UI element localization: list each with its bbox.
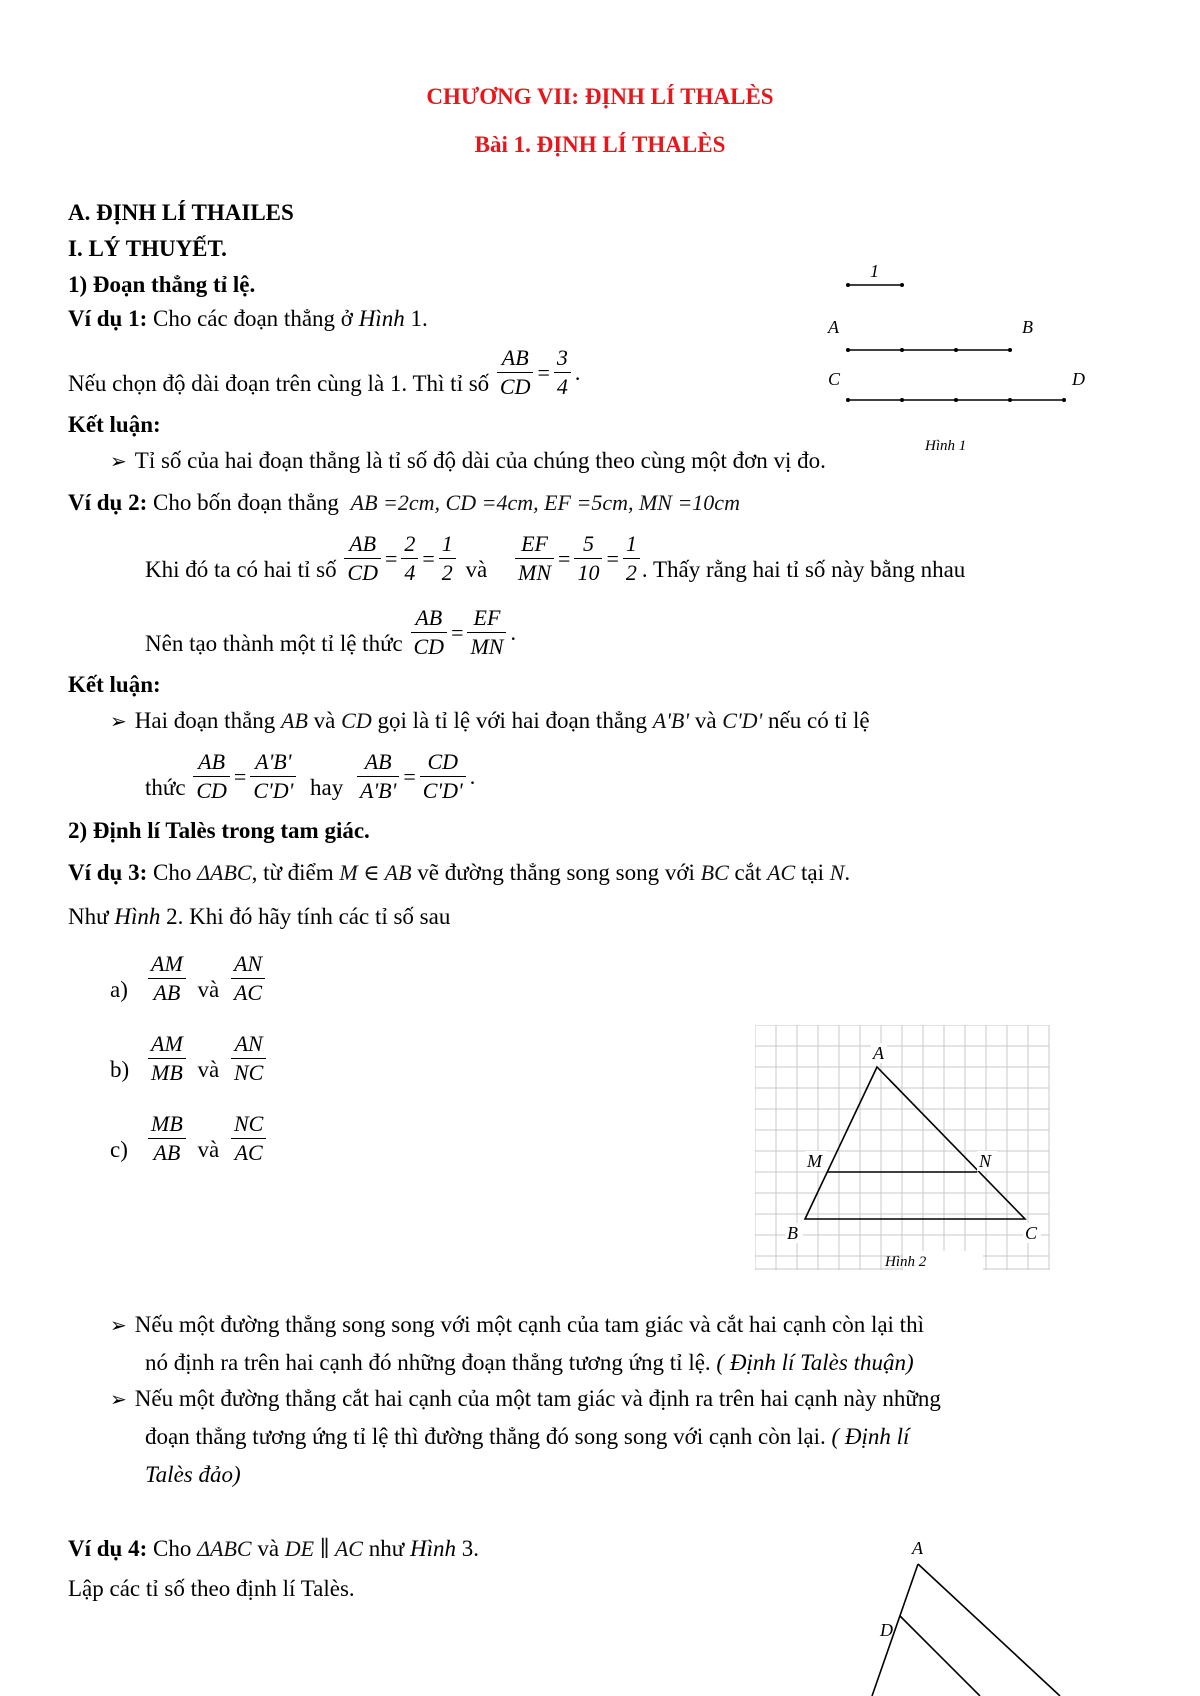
frac-den: CD xyxy=(347,560,378,585)
frac xyxy=(574,530,602,587)
frac xyxy=(467,604,506,661)
theorem-converse-line1 xyxy=(110,1386,941,1412)
theory-heading: I. LÝ THUYẾT. xyxy=(68,236,227,261)
math-bc: BC xyxy=(700,860,729,885)
conclusion2-text3: nếu có tỉ lệ xyxy=(768,708,870,733)
math-ab: AB xyxy=(281,708,308,733)
theorem-converse-name-b: Talès đảo) xyxy=(145,1462,241,1487)
conclusion1-bullet xyxy=(110,448,826,474)
frac-den: A'B' xyxy=(360,778,397,803)
frac-num: AB xyxy=(344,530,381,559)
conclusion2-line1 xyxy=(110,708,870,734)
frac-num: NC xyxy=(231,1110,266,1139)
item-label: b) xyxy=(110,1057,130,1082)
example4-and: và xyxy=(257,1536,280,1561)
example2-line3: Nên tạo thành một tỉ lệ thức $\frac{AB}{CD}$ = $\frac{EF}{MN}$ . xyxy=(145,605,516,659)
frac-den: 2 xyxy=(625,560,637,585)
example2-line2: Khi đó ta có hai tỉ số $\frac{AB}{CD}$ = $\frac{2}{4}$ = $\frac{1}{2}$ và $\frac{EF}{MN}$ = $\frac{5}{10}$ = $\frac{1}{2}$ . Thấy rằng hai tỉ số này bằng nhau xyxy=(145,531,966,585)
figure-3 xyxy=(860,1530,1100,1696)
frac xyxy=(231,1030,266,1087)
fig2-label-m: M xyxy=(807,1151,822,1171)
frac xyxy=(401,530,418,587)
frac-num: MB xyxy=(148,1110,186,1139)
math-n: N xyxy=(829,860,845,885)
math-cd: CD xyxy=(341,708,372,733)
fig1-caption: Hình 1 xyxy=(925,438,967,454)
frac xyxy=(439,530,456,587)
example3-item-c xyxy=(110,1110,268,1167)
frac xyxy=(344,530,381,587)
frac-num: AM xyxy=(148,950,186,979)
example1-label: Ví dụ 1: xyxy=(68,306,148,331)
example1-unit: 1 xyxy=(389,371,402,396)
frac-den: AC xyxy=(234,1140,263,1165)
theorem-direct-line2 xyxy=(145,1350,914,1376)
frac-den: 10 xyxy=(577,560,600,585)
figure-2 xyxy=(755,1025,1050,1270)
fig2-label-a: A xyxy=(873,1043,884,1063)
segment-de-partial xyxy=(900,1616,980,1696)
section-a-heading: A. ĐỊNH LÍ THAILES xyxy=(68,200,294,225)
frac-num: AB xyxy=(193,748,230,777)
frac xyxy=(515,530,554,587)
example3-cho: Cho xyxy=(153,860,192,885)
arrow-bullet-icon: ➢ xyxy=(110,711,127,733)
example1-text: Cho các đoạn thẳng ở xyxy=(153,306,353,331)
example3-label: Ví dụ 3: xyxy=(68,860,148,885)
frac xyxy=(231,1110,266,1167)
conclusion2-text2: gọi là tỉ lệ với hai đoạn thẳng xyxy=(377,708,648,733)
example4-fig-ref: Hình xyxy=(409,1536,456,1561)
frac-den: MN xyxy=(518,560,552,585)
math-m-in-ab: M ∈ AB xyxy=(339,860,412,885)
frac xyxy=(623,530,640,587)
fig2-caption: Hình 2 xyxy=(885,1254,927,1270)
theorem-direct-line1 xyxy=(110,1312,924,1338)
frac xyxy=(193,748,230,805)
frac-num: 1 xyxy=(439,530,456,559)
example1-text3: . Thì tỉ số xyxy=(401,371,490,396)
example4-line1: Ví dụ 4: Cho ΔABC và DE ∥ AC như Hình 3. xyxy=(68,1536,479,1561)
theorem-direct-name: ( Định lí Talès thuận) xyxy=(716,1350,914,1375)
example1-value xyxy=(554,344,571,401)
frac-num: AM xyxy=(148,1030,186,1059)
item-label: a) xyxy=(110,977,128,1002)
frac-den: C'D' xyxy=(253,778,294,803)
conclusion2-text1: Hai đoạn thẳng xyxy=(134,708,276,733)
fig2-label-b: B xyxy=(787,1223,798,1243)
frac-den: AB xyxy=(153,1140,181,1165)
frac-num: AN xyxy=(231,950,265,979)
part2-heading: 2) Định lí Talès trong tam giác. xyxy=(68,818,370,843)
fig2-label-n: N xyxy=(979,1151,992,1171)
example2-lengths: AB =2cm, CD =4cm, EF =5cm, MN =10cm xyxy=(350,490,740,515)
item-and: và xyxy=(197,1137,220,1162)
example4-fig-num: 3 xyxy=(461,1536,474,1561)
figure-1 xyxy=(810,255,1100,465)
conclusion2-label: Kết luận: xyxy=(68,672,161,697)
frac-den: AB xyxy=(153,980,181,1005)
frac-num: 5 xyxy=(574,530,602,559)
math-ac: AC xyxy=(767,860,796,885)
item-and: và xyxy=(197,1057,220,1082)
example3-text4: tại xyxy=(800,860,824,885)
chapter-title: CHƯƠNG VII: ĐỊNH LÍ THALÈS xyxy=(426,84,774,109)
frac-num: 1 xyxy=(623,530,640,559)
fig1-label-c: C xyxy=(828,369,841,389)
math-apbp: A'B' xyxy=(652,708,690,733)
conclusion1-label: Kết luận: xyxy=(68,412,161,437)
frac-num: EF xyxy=(467,604,506,633)
frac-den: 4 xyxy=(404,560,416,585)
example3-text2: vẽ đường thẳng song song với xyxy=(417,860,695,885)
frac-den: NC xyxy=(233,1060,264,1085)
frac-num: EF xyxy=(515,530,554,559)
conclusion2-and: và xyxy=(694,708,717,733)
frac-den: 4 xyxy=(556,374,568,399)
example3-line1: Ví dụ 3: Cho ΔABC, từ điểm M ∈ AB vẽ đường thẳng song song với BC cắt AC tại N. xyxy=(68,860,851,885)
frac-den: MN xyxy=(470,634,504,659)
example3-item-a xyxy=(110,950,267,1007)
frac-num: AB xyxy=(357,748,399,777)
part1-heading: 1) Đoạn thẳng tỉ lệ. xyxy=(68,272,256,297)
example3-nhu: Như xyxy=(68,904,109,929)
example1-text2: Nếu chọn độ dài đoạn trên cùng là xyxy=(68,371,385,396)
fig2-label-c: C xyxy=(1025,1223,1038,1243)
frac xyxy=(250,748,296,805)
fig1-label-d: D xyxy=(1072,369,1085,389)
frac xyxy=(420,748,466,805)
frac-den: CD xyxy=(196,778,227,803)
example3-fig-num: 2 xyxy=(166,904,178,929)
frac-num: AB xyxy=(411,604,448,633)
example2-and: và xyxy=(465,557,488,582)
example4-line2: Lập các tỉ số theo định lí Talès. xyxy=(68,1576,355,1601)
example3-item-b xyxy=(110,1030,268,1087)
example4-nhu: như xyxy=(368,1536,405,1561)
math-triangle: ΔABC xyxy=(197,1536,252,1561)
frac xyxy=(357,748,399,805)
frac-den: CD xyxy=(499,374,531,399)
example3-text3: cắt xyxy=(734,860,762,885)
theorem-direct-text2: nó định ra trên hai cạnh đó những đoạn thẳng tương ứng tỉ lệ. xyxy=(145,1350,711,1375)
example3-text1: , từ điểm xyxy=(251,860,334,885)
example1-line1: Ví dụ 1: Cho các đoạn thẳng ở Hình 1. xyxy=(68,306,428,331)
theorem-converse-line2 xyxy=(145,1424,909,1450)
example4-label: Ví dụ 4: xyxy=(68,1536,148,1561)
conclusion2-hay: hay xyxy=(310,775,344,800)
frac-num: 2 xyxy=(401,530,418,559)
theorem-converse-name-a: ( Định lí xyxy=(831,1424,910,1449)
frac xyxy=(148,1030,186,1087)
frac-num: A'B' xyxy=(250,748,296,777)
example1-fig-ref: Hình xyxy=(358,306,405,331)
fig3-label-d: D xyxy=(880,1620,893,1640)
segment-ab-partial xyxy=(872,1564,918,1696)
theorem-direct-text1: Nếu một đường thẳng song song với một cạnh của tam giác và cắt hai cạnh còn lại thì xyxy=(134,1312,924,1337)
frac-num: AB xyxy=(497,344,534,373)
frac-den: C'D' xyxy=(422,778,463,803)
math-triangle: ΔABC xyxy=(197,860,252,885)
arrow-bullet-icon: ➢ xyxy=(110,451,127,473)
triangle-abc xyxy=(805,1067,1025,1219)
frac xyxy=(148,950,186,1007)
theorem-converse-text1: Nếu một đường thẳng cắt hai cạnh của một tam giác và định ra trên hai cạnh này những xyxy=(134,1386,941,1411)
frac-num: CD xyxy=(420,748,466,777)
example2-text4: Nên tạo thành một tỉ lệ thức xyxy=(145,631,403,656)
frac xyxy=(411,604,448,661)
arrow-bullet-icon: ➢ xyxy=(110,1315,127,1337)
arrow-bullet-icon: ➢ xyxy=(110,1389,127,1411)
lesson-title: Bài 1. ĐỊNH LÍ THALÈS xyxy=(474,132,726,157)
conclusion2-thuc: thức xyxy=(145,775,186,800)
theorem-converse-text2: đoạn thẳng tương ứng tỉ lệ thì đường thẳng đó song song với cạnh còn lại. xyxy=(145,1424,826,1449)
item-label: c) xyxy=(110,1137,128,1162)
frac xyxy=(231,950,265,1007)
example1-ratio xyxy=(497,344,534,401)
example3-line2: Như Hình 2. Khi đó hãy tính các tỉ số sau xyxy=(68,904,451,929)
example2-text3: . Thấy rằng hai tỉ số này bằng nhau xyxy=(641,557,966,582)
example2-label: Ví dụ 2: xyxy=(68,490,148,515)
item-and: và xyxy=(197,977,220,1002)
example2-line1 xyxy=(68,490,740,516)
frac-den: 2 xyxy=(441,560,453,585)
fig1-unit-label: 1 xyxy=(870,261,879,281)
fig3-label-a: A xyxy=(912,1538,923,1558)
fig1-label-b: B xyxy=(1022,317,1033,337)
conclusion1-text: Tỉ số của hai đoạn thẳng là tỉ số độ dài của chúng theo cùng một đơn vị đo. xyxy=(134,448,826,473)
example3-text5: Khi đó hãy tính các tỉ số sau xyxy=(189,904,451,929)
conclusion2-line2: thức $\frac{AB}{CD}$ = $\frac{A'B'}{C'D'}$ hay $\frac{AB}{A'B'}$ = $\frac{CD}{C'D'}$ . xyxy=(145,749,476,803)
fig1-label-a: A xyxy=(828,317,839,337)
example2-text: Cho bốn đoạn thẳng xyxy=(153,490,339,515)
math-cpdp: C'D' xyxy=(722,708,763,733)
frac-num: 3 xyxy=(554,344,571,373)
conclusion2-and: và xyxy=(313,708,336,733)
frac-den: MB xyxy=(151,1060,183,1085)
frac xyxy=(148,1110,186,1167)
frac-den: CD xyxy=(413,634,445,659)
math-de-parallel-ac: DE ∥ AC xyxy=(284,1536,363,1561)
example3-fig-ref: Hình xyxy=(114,904,161,929)
example2-text2: Khi đó ta có hai tỉ số xyxy=(145,557,337,582)
segment-ac-partial xyxy=(918,1564,1060,1696)
example4-cho: Cho xyxy=(153,1536,192,1561)
frac-num: AN xyxy=(231,1030,266,1059)
frac-den: AC xyxy=(233,980,263,1005)
example1-fig-num: 1 xyxy=(410,306,422,331)
example1-line2: Nếu chọn độ dài đoạn trên cùng là 1. Thì tỉ số $\frac{AB}{CD}$ = $\frac{3}{4}$ . xyxy=(68,345,581,399)
